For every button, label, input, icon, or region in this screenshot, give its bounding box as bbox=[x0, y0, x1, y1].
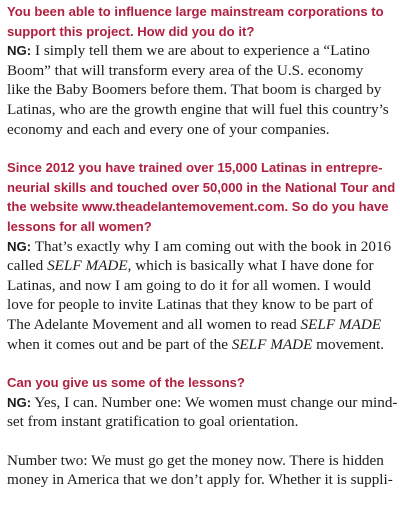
qa-section-3 bbox=[7, 373, 398, 432]
qa-section-2 bbox=[7, 158, 396, 354]
question-1: You been able to influence large mainstream corporations to support this project. How did you do it? bbox=[7, 4, 384, 39]
question-2: Since 2012 you have trained over 15,000 Latinas in entrepre- neurial skills and touched over 50,000 in the National Tour and the website www.theadelantemovement.com. So do you have lessons for all women? bbox=[7, 160, 396, 234]
paragraph-number-two: Number two: We must go get the money now. There is hidden money in America that we don’t apply for. Whether it is suppli- bbox=[7, 451, 393, 489]
speaker-label: NG: bbox=[7, 43, 32, 59]
qa-section-1 bbox=[7, 2, 389, 139]
book-title: SELF MADE bbox=[300, 315, 382, 333]
speaker-label: NG: bbox=[7, 238, 32, 254]
answer-3: NG: Yes, I can. Number one: We women must change our mind- set from instant gratification to goal orientation. bbox=[7, 393, 398, 431]
book-title: SELF MADE bbox=[231, 335, 313, 353]
book-title: SELF MADE bbox=[47, 257, 128, 275]
question-3: Can you give us some of the lessons? bbox=[7, 375, 245, 391]
answer-1: NG: I simply tell them we are about to experience a “Latino Boom” that will transform every area of the U.S. economy like the Baby Boomers before them. That boom is charged by Latinas, who are the growth engine that will fuel this country’s economy and each and every one of your companies. bbox=[7, 42, 389, 138]
answer-2: NG: That’s exactly why I am coming out with the book in 2016 called SELF MADE, which is basically what I have done for Latinas, and now I am going to do it for all women. I would love for people to invite Latinas that they know to be part of The Adelante Movement and all women to read SELF MADE when it comes out and be part of the SELF MADE movement. bbox=[7, 237, 392, 353]
speaker-label: NG: bbox=[7, 394, 32, 410]
